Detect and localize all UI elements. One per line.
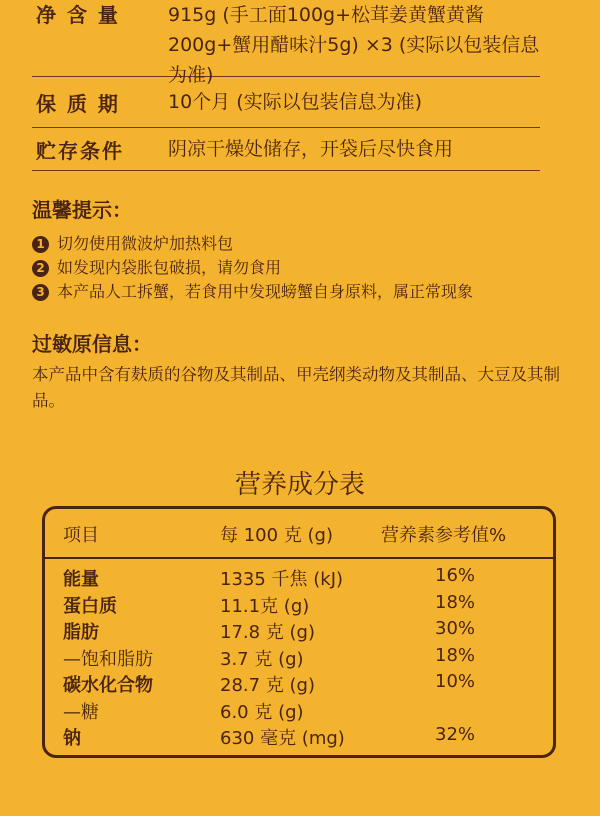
shelf-life-label: 保 质 期 [36, 91, 120, 116]
header-per-100g: 每 100 克 (g) [220, 525, 333, 546]
tip-text: 切勿使用微波炉加热料包 [57, 234, 234, 253]
tip-item [32, 256, 473, 280]
table-row [45, 645, 553, 672]
nutrient-amount: 3.7 克 (g) [220, 648, 304, 670]
allergen-text: 本产品中含有麸质的谷物及其制品、甲壳纲类动物及其制品、大豆及其制品。 [32, 365, 560, 410]
header-nrv: 营养素参考值% [381, 525, 507, 546]
nutrient-name: 脂肪 [63, 622, 99, 643]
tip-item [32, 280, 473, 304]
tip-number-icon: 1 [32, 236, 49, 253]
nutrient-nrv: 30% [435, 618, 476, 639]
nutrient-name: 钠 [63, 728, 81, 749]
nutrient-amount: 6.0 克 (g) [220, 701, 304, 723]
nutrient-nrv: 10% [435, 671, 476, 692]
nutrient-name: 蛋白质 [63, 595, 117, 617]
nutrient-amount: 1335 千焦 (kJ) [220, 569, 344, 590]
nutrient-name: 碳水化合物 [63, 675, 153, 696]
nutrient-nrv: 32% [435, 724, 476, 745]
nutrition-title: 营养成分表 [234, 470, 365, 500]
nutrient-name: 能量 [63, 569, 99, 590]
net-content-row [32, 0, 540, 86]
nutrient-nrv: 16% [435, 565, 476, 586]
nutrient-amount: 17.8 克 (g) [220, 622, 315, 643]
product-info-table [32, 0, 540, 171]
tip-number-icon: 2 [32, 260, 49, 277]
nutrient-amount: 630 毫克 (mg) [220, 728, 345, 749]
nutrition-rows [45, 565, 553, 751]
tip-number-icon: 3 [32, 284, 49, 301]
table-row [45, 724, 553, 751]
table-row [45, 592, 553, 619]
table-row [45, 671, 553, 698]
tip-item [32, 232, 473, 256]
nutrient-name: —饱和脂肪 [63, 648, 153, 670]
tips-list [32, 232, 473, 304]
tip-text: 本产品人工拆蟹，若食用中发现螃蟹自身原料，属正常现象 [57, 282, 474, 301]
nutrient-nrv: 18% [435, 591, 476, 613]
table-row [45, 565, 553, 592]
nutrient-nrv: 18% [435, 644, 476, 666]
allergen-title: 过敏原信息： [32, 332, 152, 356]
nutrition-table [42, 506, 556, 758]
nutrient-amount: 11.1克 (g) [220, 595, 310, 617]
nutrient-name: —糖 [63, 701, 99, 723]
net-content-label: 净 含 量 [36, 3, 120, 27]
table-row [45, 618, 553, 645]
storage-row [32, 128, 540, 171]
tips-title: 温馨提示： [32, 198, 132, 222]
shelf-life-value: 10个月 (实际以包装信息为准) [168, 91, 423, 113]
header-item: 项目 [63, 525, 99, 546]
tip-text: 如发现内袋胀包破损，请勿食用 [57, 258, 282, 277]
net-content-value: 915g (手工面100g+松茸姜黄蟹黄酱200g+蟹用醋味汁5g) ×3 (实际以包装信息为准) [168, 4, 540, 86]
nutrition-header [45, 509, 553, 559]
table-row [45, 698, 553, 725]
storage-value: 阴凉干燥处储存，开袋后尽快食用 [168, 138, 454, 160]
storage-label: 贮存条件 [36, 138, 124, 163]
nutrient-amount: 28.7 克 (g) [220, 675, 315, 696]
